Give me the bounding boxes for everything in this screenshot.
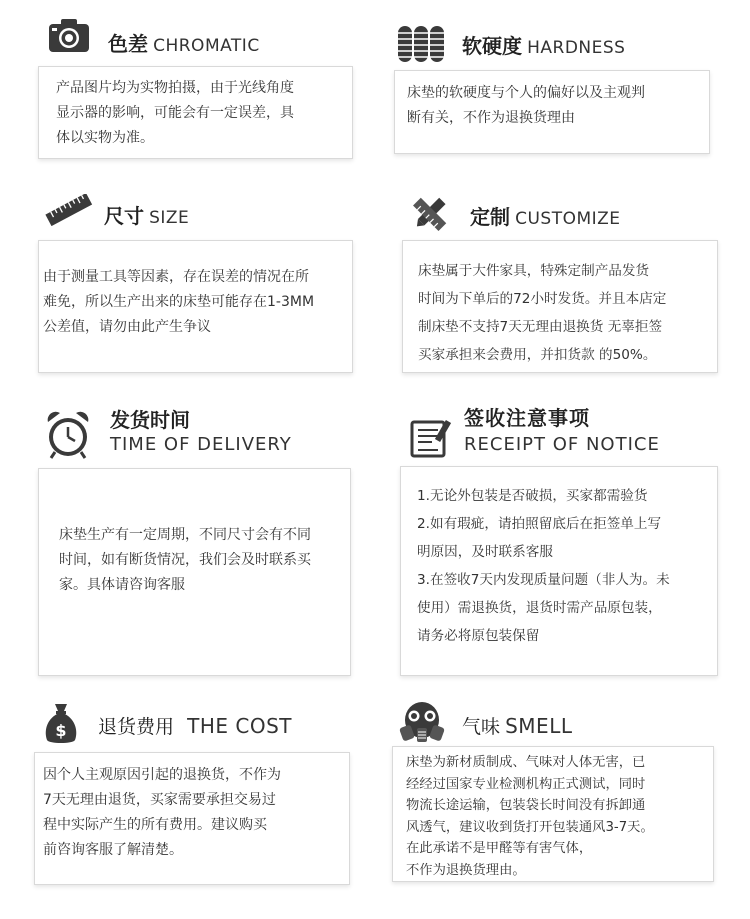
svg-text:$: $ [55,721,67,740]
smell-line: 在此承诺不是甲醛等有害气体， [406,841,593,856]
smell-line: 床垫为新材质制成、气味对人体无害，已 [406,755,646,770]
chromatic-title-en: CHROMATIC [153,36,260,56]
customize-title-cn: 定制 [470,205,510,229]
cost-line: 前咨询客服了解清楚。 [43,842,183,858]
smell-line: 物流长途运输，包装袋长时间没有拆卸通 [406,798,646,813]
cost-title-en: THE COST [187,714,292,738]
receipt-text-box [400,466,718,676]
hardness-text-box [394,70,710,154]
delivery-title-cn: 发货时间 [110,408,190,432]
hardness-line: 床垫的软硬度与个人的偏好以及主观判 [407,85,645,101]
cost-title [98,712,292,739]
receipt-line: 3.在签收7天内发现质量问题（非人为。未 [417,572,670,588]
customize-line: 买家承担来会费用，并扣货款 的50%。 [418,347,657,363]
hardness-title-cn: 软硬度 [462,34,522,58]
chromatic-line: 产品图片均为实物拍摄，由于光线角度 [56,80,294,96]
smell-title-cn: 气味 [462,716,501,738]
receipt-line: 使用）需退换货，退货时需产品原包装， [417,600,662,616]
smell-line: 风透气，建议收到货打开包装通风3-7天。 [406,819,654,835]
chromatic-text-box [38,66,353,159]
size-title [104,200,189,229]
alarm-clock-icon [44,410,92,460]
size-text-box [38,240,353,373]
smell-title-en: SMELL [505,714,573,738]
cost-title-cn: 退货费用 [98,716,175,738]
customize-text-box [402,240,718,373]
tablet-icon [410,418,452,458]
smell-text-box [392,746,714,882]
receipt-title-en: RECEIPT OF NOTICE [464,434,660,455]
gas-mask-icon [398,700,446,746]
hardness-title [462,30,625,59]
customize-title-en: CUSTOMIZE [515,209,621,229]
smell-line: 不作为退换货理由。 [406,862,526,878]
chromatic-title-cn: 色差 [108,32,148,56]
delivery-title-en: TIME OF DELIVERY [110,434,292,455]
chromatic-line: 显示器的影响，可能会有一定误差，具 [56,105,294,121]
delivery-text-box [38,468,351,676]
delivery-line: 家。具体请咨询客服 [59,577,185,593]
receipt-title-cn: 签收注意事项 [464,406,590,430]
hardness-title-en: HARDNESS [527,38,626,58]
smell-line: 经经过国家专业检测机构正式测试，同时 [406,776,646,792]
receipt-line: 2.如有瑕疵，请拍照留底后在拒签单上写 [417,516,662,532]
cost-line: 因个人主观原因引起的退换货，不作为 [43,767,281,783]
delivery-line: 床垫生产有一定周期，不同尺寸会有不同 [59,527,311,543]
receipt-line: 1.无论外包装是否破损，买家都需验货 [417,488,648,504]
ruler-icon [44,194,94,226]
customize-line: 床垫属于大件家具，特殊定制产品发货 [418,263,650,279]
customize-line: 制床垫不支持7天无理由退换货 无辜拒签 [418,319,663,335]
cost-line: 7天无理由退货，买家需要承担交易过 [43,792,276,808]
chromatic-line: 体以实物为准。 [56,130,154,146]
customize-line: 时间为下单后的72小时发货。并且本店定 [418,291,667,307]
size-line: 由于测量工具等因素，存在误差的情况在所 [43,269,309,285]
smell-title [462,712,572,739]
size-title-en: SIZE [149,208,190,228]
money-bag-icon [44,702,78,746]
hardness-line: 断有关，不作为退换货理由 [407,110,575,126]
delivery-line: 时间，如有断货情况，我们会及时联系买 [59,552,311,568]
customize-title [470,201,621,230]
chromatic-title [108,28,260,57]
springs-icon [398,26,448,62]
receipt-line: 明原因，及时联系客服 [417,544,553,560]
cost-line: 程中实际产生的所有费用。建议购买 [43,817,267,833]
receipt-line: 请务必将原包装保留 [417,628,540,644]
size-line: 公差值，请勿由此产生争议 [43,319,211,335]
size-line: 难免，所以生产出来的床垫可能存在1-3MM [43,294,315,310]
camera-icon [48,18,90,54]
pencil-ruler-icon [410,196,450,232]
size-title-cn: 尺寸 [104,204,144,228]
cost-text-box [34,752,350,885]
